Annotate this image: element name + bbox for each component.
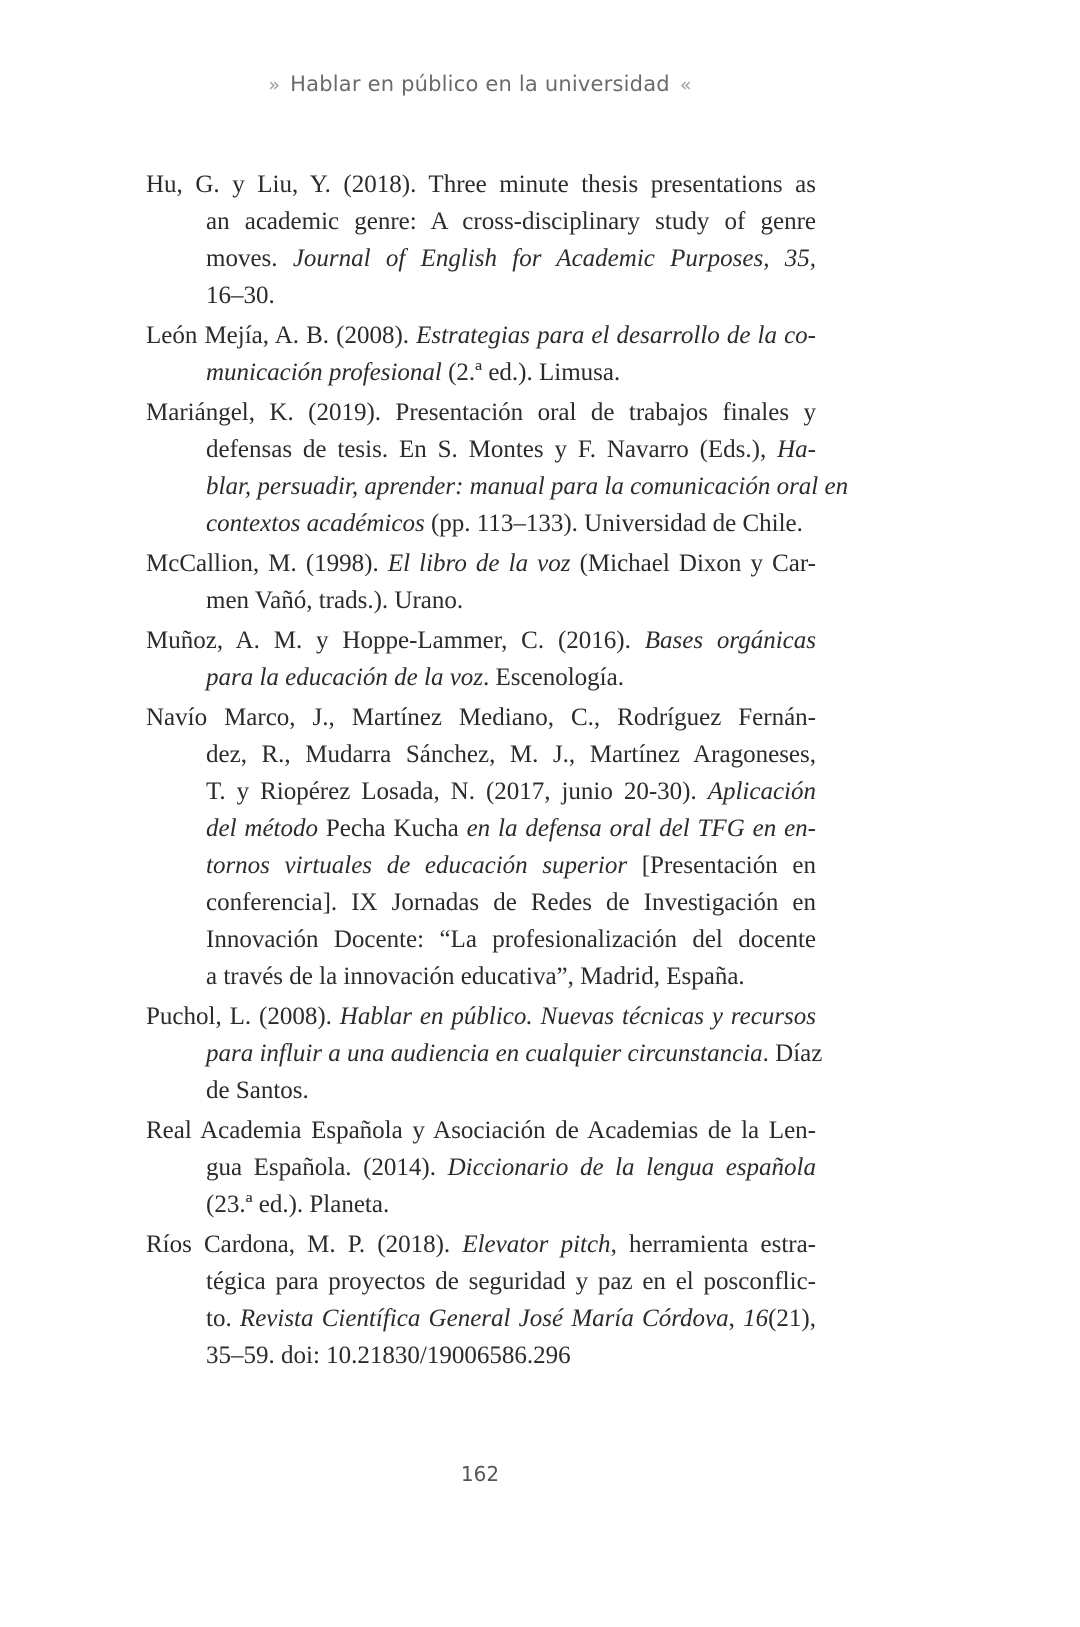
reference-line xyxy=(146,505,816,542)
reference-line xyxy=(146,277,816,314)
reference-text: Real Academia Española y Asociación de Academias de la Len- xyxy=(146,1117,816,1144)
reference-italic-text: Aplicación xyxy=(707,778,816,805)
reference-line xyxy=(146,1337,816,1374)
reference-italic-text: para influir a una audiencia en cualquier circunstancia xyxy=(206,1040,763,1067)
reference-text: Puchol, L. (2008). xyxy=(146,1003,340,1030)
reference-text: Hu, G. y Liu, Y. (2018). Three minute thesis presentations as xyxy=(146,171,816,198)
reference-line xyxy=(146,659,816,696)
reference-entry xyxy=(146,166,816,314)
reference-text: men Vañó, trads.). Urano. xyxy=(206,587,464,614)
reference-line xyxy=(146,394,816,431)
reference-line xyxy=(146,545,816,582)
reference-entry xyxy=(146,1112,816,1223)
reference-italic-text: 16 xyxy=(743,1305,769,1332)
reference-entry xyxy=(146,622,816,696)
reference-line xyxy=(146,1149,816,1186)
reference-text: gua Española. (2014). xyxy=(206,1154,448,1181)
reference-text: Muñoz, A. M. y Hoppe-Lammer, C. (2016). xyxy=(146,627,645,654)
reference-text: Innovación Docente: “La profesionalización del docente xyxy=(206,926,816,953)
reference-entry xyxy=(146,545,816,619)
reference-line xyxy=(146,1035,823,1072)
reference-line xyxy=(146,582,816,619)
reference-text: (23.ª ed.). Planeta. xyxy=(206,1191,390,1218)
reference-line xyxy=(146,998,816,1035)
reference-italic-text: Diccionario de la lengua española xyxy=(447,1154,816,1181)
reference-line xyxy=(146,240,816,277)
reference-line xyxy=(146,1186,816,1223)
reference-text: an academic genre: A cross-disciplinary study of genre xyxy=(206,208,816,235)
reference-list xyxy=(146,166,849,1377)
reference-text: Ríos Cardona, M. P. (2018). xyxy=(146,1231,463,1258)
reference-line xyxy=(146,431,816,468)
reference-line xyxy=(146,773,816,810)
reference-line xyxy=(146,810,816,847)
reference-line xyxy=(146,1072,816,1109)
close-quote-mark: « xyxy=(679,74,692,96)
reference-italic-text: municación profesional xyxy=(206,359,442,386)
reference-text: conferencia]. IX Jornadas de Redes de Investigación en xyxy=(206,889,816,916)
reference-line xyxy=(146,884,816,921)
reference-line xyxy=(146,1226,816,1263)
running-header-title: Hablar en público en la universidad xyxy=(290,72,670,96)
reference-line xyxy=(146,736,816,773)
reference-italic-text: para la educación de la voz xyxy=(206,664,484,691)
reference-italic-text: en la defensa oral del TFG en en- xyxy=(466,815,817,842)
reference-line xyxy=(146,1112,816,1149)
reference-line xyxy=(146,354,816,391)
reference-text: . Díaz xyxy=(762,1040,823,1067)
reference-text: 35–59. doi: 10.21830/19006586.296 xyxy=(206,1342,571,1369)
reference-line xyxy=(146,468,849,505)
reference-line xyxy=(146,1300,816,1337)
reference-text: T. y Riopérez Losada, N. (2017, junio 20-30). xyxy=(206,778,708,805)
reference-italic-text: Journal of English for Academic Purposes, 35, xyxy=(292,245,816,272)
reference-entry xyxy=(146,317,816,391)
reference-line xyxy=(146,166,816,203)
reference-text: a través de la innovación educativa”, Madrid, España. xyxy=(206,963,745,990)
reference-text: , herramienta estra- xyxy=(610,1231,817,1258)
page-number: 162 xyxy=(460,1462,500,1486)
reference-text: (21), xyxy=(768,1305,816,1332)
reference-text: Pecha Kucha xyxy=(318,815,467,842)
reference-italic-text: Estrategias para el desarrollo de la co- xyxy=(416,322,816,349)
reference-text: defensas de tesis. En S. Montes y F. Navarro (Eds.), xyxy=(206,436,778,463)
reference-entry xyxy=(146,699,816,995)
reference-text: . Escenología. xyxy=(483,664,624,691)
reference-italic-text: Elevator pitch xyxy=(462,1231,611,1258)
reference-italic-text: tornos virtuales de educación superior xyxy=(206,852,628,879)
reference-text: McCallion, M. (1998). xyxy=(146,550,388,577)
reference-italic-text: blar, persuadir, aprender: manual para la comunicación oral en xyxy=(206,473,849,500)
reference-text: moves. xyxy=(206,245,293,272)
reference-text: [Presentación en xyxy=(627,852,816,879)
reference-italic-text: del método xyxy=(206,815,319,842)
reference-line xyxy=(146,1263,816,1300)
running-header xyxy=(0,72,960,96)
reference-italic-text: Ha- xyxy=(777,436,816,463)
reference-entry xyxy=(146,998,823,1109)
reference-text: 16–30. xyxy=(206,282,275,309)
reference-text: Navío Marco, J., Martínez Mediano, C., Rodríguez Fernán- xyxy=(146,704,816,731)
reference-text: (Michael Dixon y Car- xyxy=(570,550,816,577)
reference-entry xyxy=(146,394,849,542)
reference-line xyxy=(146,203,816,240)
reference-text: dez, R., Mudarra Sánchez, M. J., Martínez Aragoneses, xyxy=(206,741,816,768)
reference-text: de Santos. xyxy=(206,1077,309,1104)
reference-italic-text: contextos académicos xyxy=(206,510,425,537)
reference-italic-text: Revista Científica General José María Córdova xyxy=(239,1305,729,1332)
reference-text: León Mejía, A. B. (2008). xyxy=(146,322,417,349)
reference-italic-text: Hablar en público. Nuevas técnicas y recursos xyxy=(339,1003,816,1030)
reference-text: (2.ª ed.). Limusa. xyxy=(441,359,621,386)
reference-text: (pp. 113–133). Universidad de Chile. xyxy=(424,510,803,537)
reference-italic-text: Bases orgánicas xyxy=(644,627,816,654)
reference-line xyxy=(146,699,816,736)
reference-line xyxy=(146,622,816,659)
reference-line xyxy=(146,921,816,958)
reference-entry xyxy=(146,1226,816,1374)
reference-text: Mariángel, K. (2019). Presentación oral de trabajos finales y xyxy=(146,399,816,426)
reference-line xyxy=(146,958,816,995)
reference-text: to. xyxy=(206,1305,240,1332)
reference-italic-text: El libro de la voz xyxy=(387,550,571,577)
reference-text: , xyxy=(728,1305,744,1332)
open-quote-mark: » xyxy=(268,74,281,96)
reference-text: tégica para proyectos de seguridad y paz en el posconflic- xyxy=(206,1268,816,1295)
reference-line xyxy=(146,317,816,354)
reference-line xyxy=(146,847,816,884)
